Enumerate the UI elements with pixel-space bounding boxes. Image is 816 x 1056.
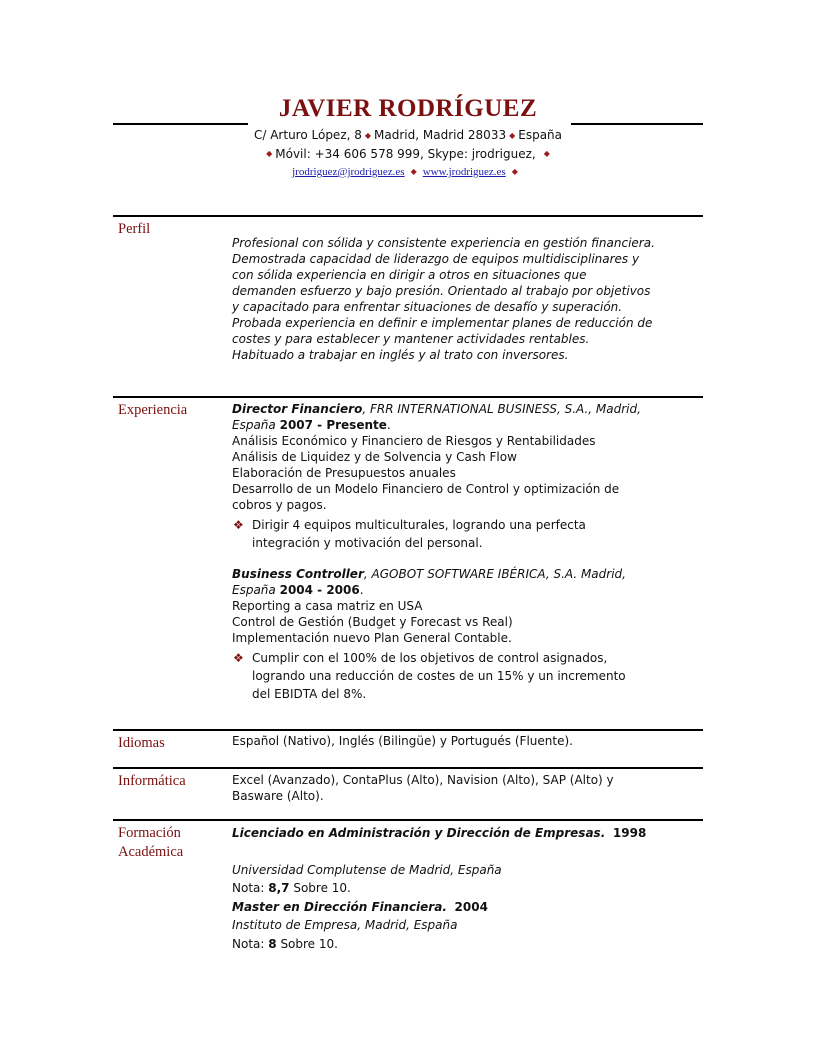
grade-label: Nota: (232, 881, 265, 895)
grade (232, 935, 702, 954)
job-years: 2007 - Presente (279, 418, 387, 432)
perfil-line: y capacitado para enfrentar situaciones de desafío y superación. (232, 300, 623, 314)
job-task: Elaboración de Presupuestos anuales (232, 466, 456, 480)
links-line (113, 163, 703, 181)
informatica-body (232, 772, 702, 804)
section-title-perfil: Perfil (118, 221, 151, 237)
section-experiencia (113, 396, 703, 718)
grade-label: Nota: (232, 936, 265, 951)
perfil-line: costes y para establecer y mantener actividades rentables. (232, 332, 590, 346)
school: Instituto de Empresa, Madrid, España (232, 918, 458, 932)
grade-suffix: Sobre 10. (293, 881, 351, 895)
job-header (232, 566, 702, 582)
perfil-line: Demostrada capacidad de liderazgo de equipos multidisciplinares y (232, 252, 640, 266)
diamond-icon: ◆ (543, 149, 550, 158)
job-task: Implementación nuevo Plan General Contable. (232, 631, 512, 645)
phone: Móvil: +34 606 578 999, Skype: jrodriguez, (275, 146, 536, 161)
degree (232, 898, 702, 917)
perfil-line: Probada experiencia en definir e implementar planes de reducción de (232, 316, 653, 330)
job-header-2: España 2004 - 2006. (232, 583, 364, 597)
achievement-bullet (232, 516, 702, 552)
section-title-experiencia: Experiencia (118, 402, 188, 418)
job-task: Desarrollo de un Modelo Financiero de Control y optimización de (232, 482, 620, 496)
job-years: 2004 - 2006 (279, 583, 360, 597)
section-idiomas (113, 729, 703, 767)
perfil-line: demanden esfuerzo y bajo presión. Orientado al trabajo por objetivos (232, 284, 651, 298)
informatica-line: Basware (Alto). (232, 789, 324, 803)
address-line (113, 126, 703, 145)
job-task: Reporting a casa matriz en USA (232, 599, 423, 613)
perfil-line: Habituado a trabajar en inglés y al trato con inversores. (232, 348, 569, 362)
job-country: España (232, 583, 276, 597)
diamond-icon: ◆ (509, 130, 516, 140)
section-title-formacion (118, 824, 228, 862)
diamond-icon: ◆ (511, 167, 518, 177)
achievement-line: Dirigir 4 equipos multiculturales, logrando una perfecta (252, 518, 586, 532)
bullet-diamond-icon: ❖ (233, 651, 244, 665)
website-link[interactable]: www.jrodriguez.es (422, 166, 506, 178)
degree-title: Master en Dirección Financiera. (232, 899, 447, 914)
job-role: Director Financiero (232, 402, 363, 416)
job-task: Análisis de Liquidez y de Solvencia y Cash Flow (232, 450, 517, 464)
degree (232, 824, 702, 843)
achievement-line: Cumplir con el 100% de los objetivos de control asignados, (252, 651, 608, 665)
school: Universidad Complutense de Madrid, España (232, 862, 502, 877)
section-title-line: Académica (118, 844, 184, 860)
diamond-icon: ◆ (266, 149, 273, 158)
achievement-line: del EBIDTA del 8%. (252, 687, 367, 701)
job-header (232, 401, 702, 417)
grade-value: 8,7 (268, 881, 290, 895)
achievement-line: logrando una reducción de costes de un 15% y un incremento (252, 669, 626, 683)
perfil-body (232, 235, 702, 363)
address: C/ Arturo López, 8 (253, 128, 362, 142)
candidate-name: JAVIER RODRÍGUEZ (278, 95, 538, 122)
degree-title: Licenciado en Administración y Dirección de Empresas. (232, 826, 606, 840)
job-task: cobros y pagos. (232, 498, 327, 512)
section-formacion (113, 819, 703, 971)
perfil-line: Profesional con sólida y consistente experiencia en gestión financiera. (232, 236, 655, 250)
job-role: Business Controller (232, 567, 364, 581)
section-title-line: Formación (118, 825, 181, 841)
job-header-2: España 2007 - Presente. (232, 418, 391, 432)
section-title-idiomas: Idiomas (118, 735, 165, 751)
perfil-line: con sólida experiencia en dirigir a otros en situaciones que (232, 268, 587, 282)
grade-suffix: Sobre 10. (280, 936, 338, 951)
job-company: , AGOBOT SOFTWARE IBÉRICA, S.A. Madrid, (363, 567, 626, 581)
header (113, 94, 703, 181)
achievement-bullet (232, 649, 702, 703)
job-country: España (232, 418, 276, 432)
grade-value: 8 (268, 936, 277, 951)
achievement-line: integración y motivación del personal. (252, 536, 483, 550)
experiencia-body (232, 401, 702, 703)
section-informatica (113, 767, 703, 817)
idiomas-text: Español (Nativo), Inglés (Bilingüe) y Portugués (Fluente). (232, 734, 573, 748)
diamond-icon: ◆ (364, 130, 372, 140)
phone-line (113, 145, 703, 164)
diamond-icon: ◆ (410, 167, 417, 177)
section-title-informatica: Informática (118, 773, 186, 789)
city: Madrid, Madrid 28033 (374, 128, 507, 142)
bullet-diamond-icon: ❖ (233, 518, 244, 532)
job-task: Control de Gestión (Budget y Forecast vs Real) (232, 615, 513, 629)
job-task: Análisis Económico y Financiero de Riesgos y Rentabilidades (232, 434, 596, 448)
email-link[interactable]: jrodriguez@jrodriguez.es (292, 166, 405, 178)
idiomas-body (232, 733, 702, 749)
degree-year: 2004 (454, 899, 488, 914)
section-perfil (113, 215, 703, 377)
grade (232, 879, 702, 898)
degree-year: 1998 (612, 826, 647, 840)
formacion-body (232, 824, 702, 953)
country: España (518, 128, 563, 142)
informatica-line: Excel (Avanzado), ContaPlus (Alto), Navision (Alto), SAP (Alto) y (232, 773, 614, 787)
job-company: , FRR INTERNATIONAL BUSINESS, S.A., Madrid, (362, 402, 641, 416)
